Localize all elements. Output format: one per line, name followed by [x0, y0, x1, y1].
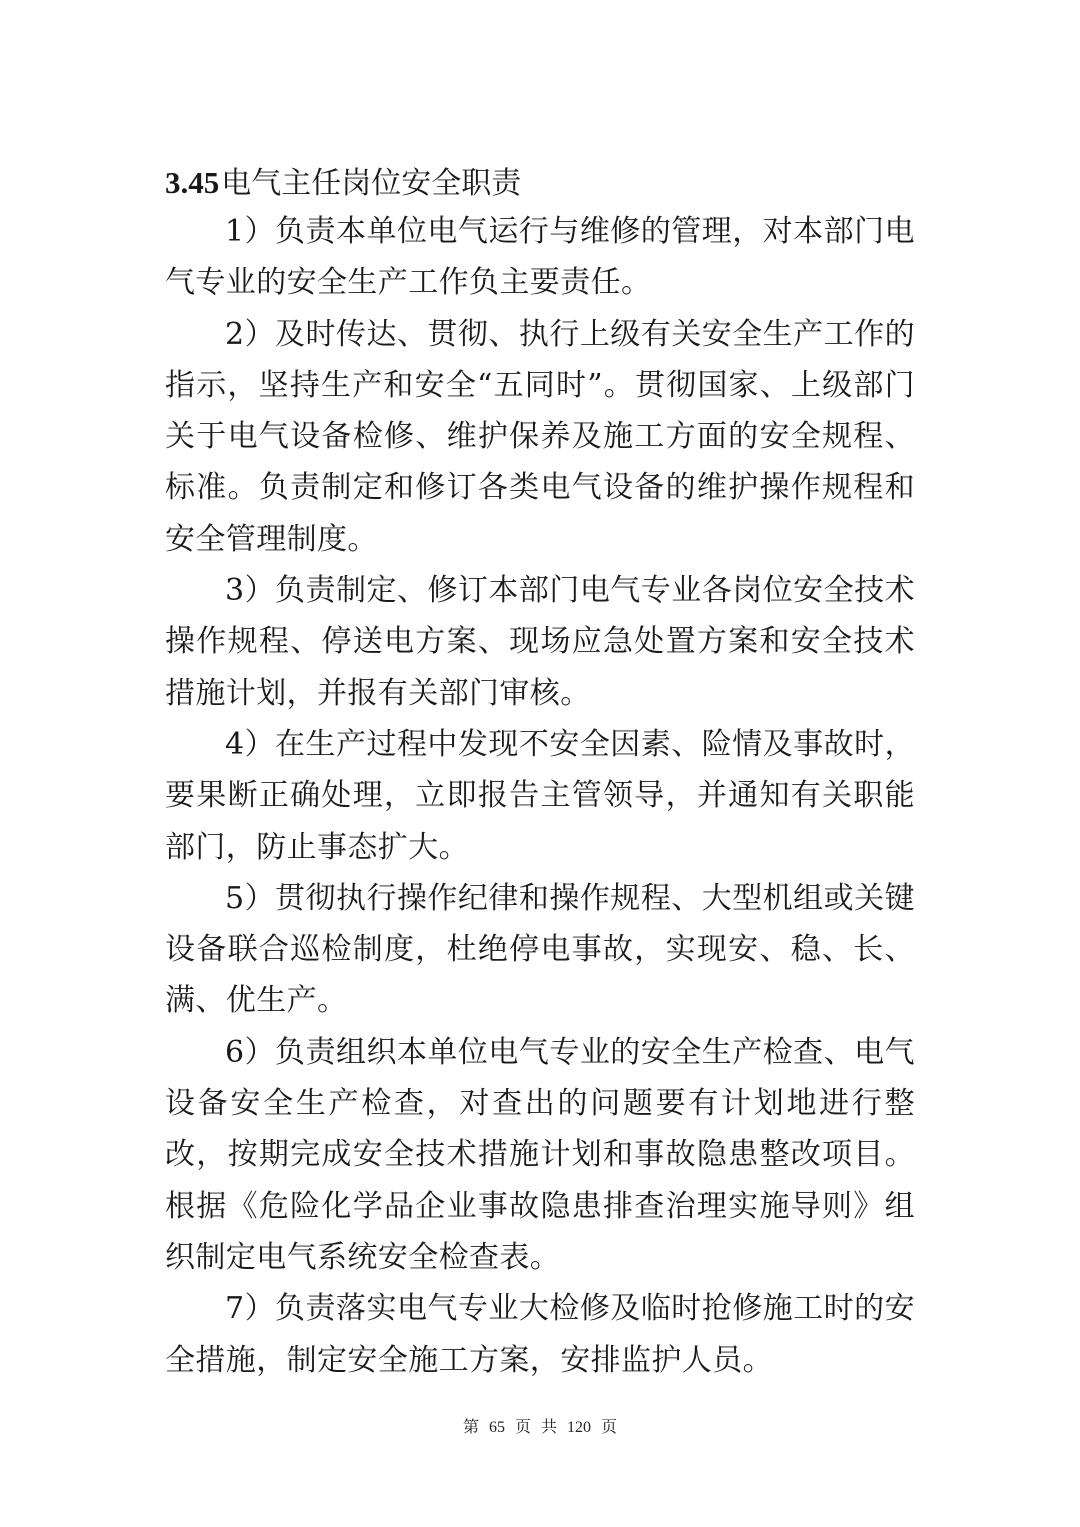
- duty-paragraph-4: 4）在生产过程中发现不安全因素、险情及事故时，要果断正确处理，立即报告主管领导，并通知有关职能部门，防止事态扩大。: [165, 726, 915, 865]
- section-heading: [165, 163, 521, 204]
- page-footer: 第 65 页 共 120 页: [462, 1419, 617, 1436]
- section-title: 电气主任岗位安全职责: [221, 166, 522, 201]
- duty-paragraph-3: 3）负责制定、修订本部门电气专业各岗位安全技术操作规程、停送电方案、现场应急处置方案和安全技术措施计划，并报有关部门审核。: [165, 573, 915, 711]
- duty-paragraph-1: 1）负责本单位电气运行与维修的管理，对本部门电气专业的安全生产工作负主要责任。: [165, 214, 915, 301]
- section-number: 3.45: [165, 165, 220, 200]
- section-body: [165, 206, 915, 1386]
- duty-paragraph-2: 2）及时传达、贯彻、执行上级有关安全生产工作的指示，坚持生产和安全“五同时”。贯彻国家、上级部门关于电气设备检修、维护保养及施工方面的安全规程、标准。负责制定和修订各类电气设备的维护操作规程和安全管理制度。: [165, 316, 915, 557]
- duty-paragraph-5: 5）贯彻执行操作纪律和操作规程、大型机组或关键设备联合巡检制度，杜绝停电事故，实现安、稳、长、满、优生产。: [165, 880, 915, 1019]
- duty-paragraph-7: 7）负责落实电气专业大检修及临时抢修施工时的安全措施，制定安全施工方案，安排监护人员。: [165, 1291, 915, 1378]
- duty-paragraph-6: 6）负责组织本单位电气专业的安全生产检查、电气设备安全生产检查，对查出的问题要有计划地进行整改，按期完成安全技术措施计划和事故隐患整改项目。根据《危险化学品企业事故隐患排查治理实施导则》组织制定电气系统安全检查表。: [165, 1034, 915, 1275]
